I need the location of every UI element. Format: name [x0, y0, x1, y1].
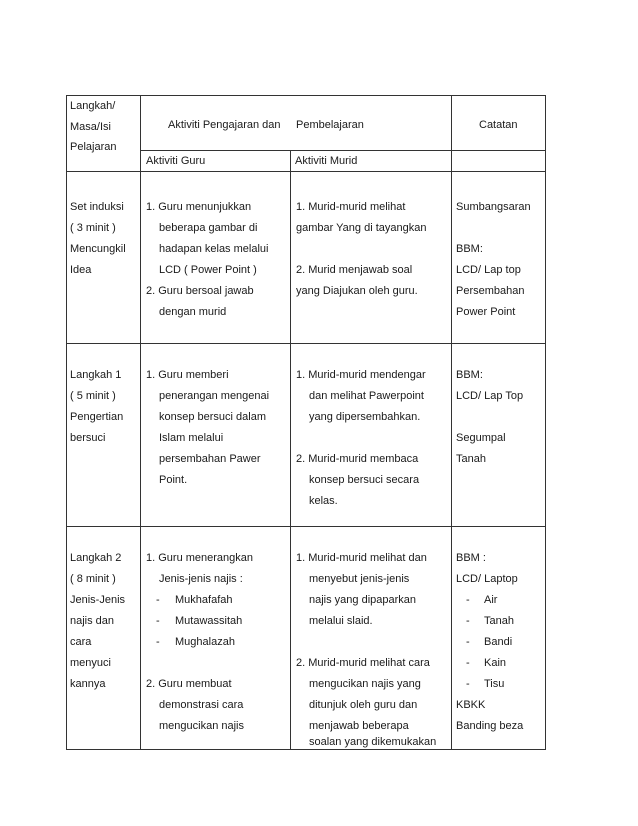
- guru-text: LCD ( Power Point ): [159, 264, 257, 276]
- step-text: ( 3 minit ): [70, 222, 116, 234]
- catatan-text: KBKK: [456, 699, 486, 711]
- murid-text: 2. Murid menjawab soal: [296, 264, 413, 276]
- col-divider-1: [140, 95, 141, 750]
- guru-text: Mukhafafah: [175, 594, 233, 606]
- step-text: bersuci: [70, 432, 106, 444]
- catatan-text: Segumpal: [456, 432, 506, 444]
- bullet-dash: -: [156, 636, 160, 648]
- catatan-text: Power Point: [456, 306, 516, 318]
- catatan-text: LCD/ Laptop: [456, 573, 518, 585]
- header-catatan: Catatan: [479, 119, 518, 131]
- catatan-text: Bandi: [484, 636, 513, 648]
- catatan-text: BBM:: [456, 369, 483, 381]
- step-text: Jenis-Jenis: [70, 594, 126, 606]
- guru-text: Jenis-jenis najis :: [159, 573, 243, 585]
- murid-text: 2. Murid-murid membaca: [296, 453, 419, 465]
- header-step-line-1: Langkah/: [70, 100, 116, 112]
- catatan-text: Tanah: [484, 615, 514, 627]
- guru-text: Mutawassitah: [175, 615, 243, 627]
- guru-text: 2. Guru bersoal jawab: [146, 285, 254, 297]
- table-border-bottom: [66, 749, 545, 750]
- murid-text: mengucikan najis yang: [309, 678, 421, 690]
- guru-text: 1. Guru menerangkan: [146, 552, 254, 564]
- bullet-dash: -: [466, 678, 470, 690]
- guru-text: 1. Guru memberi: [146, 369, 229, 381]
- murid-text: najis yang dipaparkan: [309, 594, 417, 606]
- guru-text: demonstrasi cara: [159, 699, 244, 711]
- guru-text: dengan murid: [159, 306, 227, 318]
- subheader-guru: Aktiviti Guru: [146, 155, 206, 167]
- step-text: kannya: [70, 678, 106, 690]
- bullet-dash: -: [156, 615, 160, 627]
- murid-text: yang dipersembahkan.: [309, 411, 421, 423]
- row-divider-1: [66, 343, 545, 344]
- catatan-text: Persembahan: [456, 285, 525, 297]
- header-step-line-3: Pelajaran: [70, 141, 117, 153]
- murid-text: menyebut jenis-jenis: [309, 573, 410, 585]
- guru-text: Islam melalui: [159, 432, 224, 444]
- row-divider-2: [66, 526, 545, 527]
- guru-text: penerangan mengenai: [159, 390, 270, 402]
- murid-text: gambar Yang di tayangkan: [296, 222, 427, 234]
- murid-text: 1. Murid-murid melihat: [296, 201, 406, 213]
- guru-text: 2. Guru membuat: [146, 678, 232, 690]
- bullet-dash: -: [466, 636, 470, 648]
- catatan-text: Kain: [484, 657, 507, 669]
- murid-text: kelas.: [309, 495, 338, 507]
- bullet-dash: -: [466, 657, 470, 669]
- guru-text: 1. Guru menunjukkan: [146, 201, 252, 213]
- murid-text: soalan yang dikemukakan: [309, 736, 437, 748]
- catatan-text: Tisu: [484, 678, 505, 690]
- catatan-text: Air: [484, 594, 498, 606]
- murid-text: dan melihat Pawerpoint: [309, 390, 424, 402]
- catatan-text: LCD/ Lap top: [456, 264, 521, 276]
- guru-text: Point.: [159, 474, 188, 486]
- murid-text: 1. Murid-murid melihat dan: [296, 552, 427, 564]
- col-divider-2: [290, 150, 291, 750]
- murid-text: konsep bersuci secara: [309, 474, 420, 486]
- table-border-top: [66, 95, 545, 96]
- murid-text: melalui slaid.: [309, 615, 373, 627]
- bullet-dash: -: [156, 594, 160, 606]
- step-text: menyuci: [70, 657, 111, 669]
- step-text: Set induksi: [70, 201, 124, 213]
- col-divider-3: [451, 95, 452, 750]
- header-activity-part-2: Pembelajaran: [296, 119, 364, 131]
- step-text: Langkah 2: [70, 552, 122, 564]
- guru-text: mengucikan najis: [159, 720, 244, 732]
- guru-text: konsep bersuci dalam: [159, 411, 267, 423]
- murid-text: ditunjuk oleh guru dan: [309, 699, 418, 711]
- step-text: Idea: [70, 264, 92, 276]
- step-text: najis dan: [70, 615, 115, 627]
- header-divider: [140, 150, 545, 151]
- step-text: ( 8 minit ): [70, 573, 116, 585]
- catatan-text: BBM:: [456, 243, 483, 255]
- header-step-line-2: Masa/Isi: [70, 121, 111, 133]
- catatan-text: LCD/ Lap Top: [456, 390, 524, 402]
- murid-text: yang Diajukan oleh guru.: [296, 285, 418, 297]
- subheader-murid: Aktiviti Murid: [295, 155, 358, 167]
- guru-text: hadapan kelas melalui: [159, 243, 269, 255]
- header-activity-part-1: Aktiviti Pengajaran dan: [168, 119, 281, 131]
- murid-text: 1. Murid-murid mendengar: [296, 369, 426, 381]
- guru-text: persembahan Pawer: [159, 453, 261, 465]
- step-text: Langkah 1: [70, 369, 122, 381]
- subheader-divider: [66, 171, 545, 172]
- catatan-text: BBM :: [456, 552, 486, 564]
- murid-text: 2. Murid-murid melihat cara: [296, 657, 430, 669]
- bullet-dash: -: [466, 615, 470, 627]
- murid-text: menjawab beberapa: [309, 720, 409, 732]
- table-border-right: [545, 95, 546, 750]
- step-text: Mencungkil: [70, 243, 126, 255]
- catatan-text: Tanah: [456, 453, 486, 465]
- step-text: cara: [70, 636, 92, 648]
- step-text: Pengertian: [70, 411, 124, 423]
- guru-text: Mughalazah: [175, 636, 235, 648]
- catatan-text: Banding beza: [456, 720, 524, 732]
- guru-text: beberapa gambar di: [159, 222, 258, 234]
- catatan-text: Sumbangsaran: [456, 201, 531, 213]
- step-text: ( 5 minit ): [70, 390, 116, 402]
- table-border-left: [66, 95, 67, 750]
- bullet-dash: -: [466, 594, 470, 606]
